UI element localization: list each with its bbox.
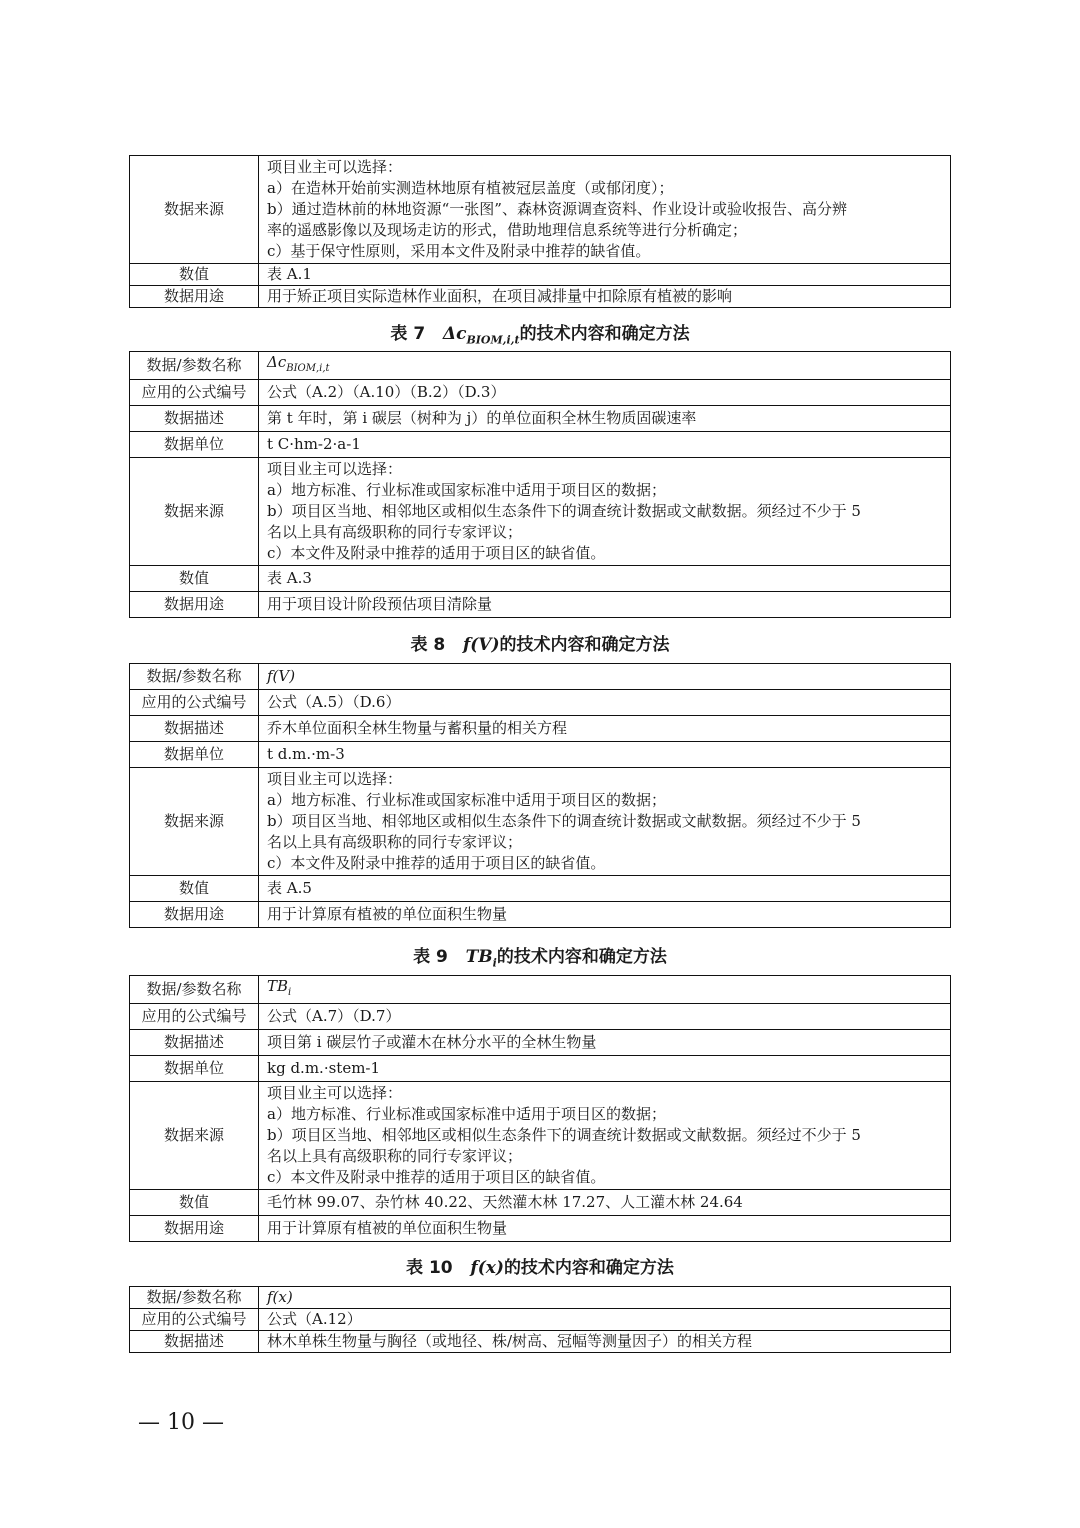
- table-10: [129, 1286, 951, 1353]
- row-value: 公式（A.7）（D.7）: [259, 1004, 951, 1030]
- caption-text: 的技术内容和确定方法: [519, 324, 690, 344]
- param-symbol: Δc: [267, 353, 287, 371]
- line: b）项目区当地、相邻地区或相似生态条件下的调查统计数据或文献数据。须经过不少于 5: [267, 1126, 861, 1144]
- param-symbol: TB: [267, 977, 289, 995]
- line: c）本文件及附录中推荐的适用于项目区的缺省值。: [267, 854, 606, 872]
- line: 项目业主可以选择：: [267, 770, 403, 788]
- line: b）项目区当地、相邻地区或相似生态条件下的调查统计数据或文献数据。须经过不少于 5: [267, 502, 861, 520]
- row-key: 数据单位: [130, 432, 259, 458]
- row-value: 用于计算原有植被的单位面积生物量: [259, 902, 951, 928]
- row-key: 数值: [130, 1190, 259, 1216]
- row-value: [259, 352, 951, 380]
- caption-text: 的技术内容和确定方法: [499, 635, 670, 655]
- row-value: [259, 664, 951, 690]
- table-8: [129, 663, 951, 928]
- row-key: 数据单位: [130, 742, 259, 768]
- row-value: 公式（A.12）: [259, 1309, 951, 1331]
- row-value: kg d.m.·stem-1: [259, 1056, 951, 1082]
- line: a）地方标准、行业标准或国家标准中适用于项目区的数据；: [267, 791, 666, 809]
- row-value: 用于项目设计阶段预估项目清除量: [259, 592, 951, 618]
- row-value: 用于矫正项目实际造林作业面积，在项目减排量中扣除原有植被的影响: [259, 286, 951, 308]
- line: b）项目区当地、相邻地区或相似生态条件下的调查统计数据或文献数据。须经过不少于 5: [267, 812, 861, 830]
- line: 名以上具有高级职称的同行专家评议；: [267, 1147, 523, 1165]
- param-subscript: i: [288, 987, 292, 998]
- row-value: 乔木单位面积全林生物量与蓄积量的相关方程: [259, 716, 951, 742]
- caption-number: 表 9: [413, 947, 448, 967]
- row-key: 数据来源: [130, 1082, 259, 1190]
- row-key: 应用的公式编号: [130, 690, 259, 716]
- caption-text: 的技术内容和确定方法: [496, 947, 667, 967]
- row-value: 公式（A.5）（D.6）: [259, 690, 951, 716]
- row-key: 数据描述: [130, 1331, 259, 1353]
- row-key: 应用的公式编号: [130, 1004, 259, 1030]
- line: c）本文件及附录中推荐的适用于项目区的缺省值。: [267, 544, 606, 562]
- row-value: [259, 768, 951, 876]
- row-value: 表 A.1: [259, 264, 951, 286]
- table-9-caption: [129, 942, 951, 969]
- page-number: — 10 —: [138, 1410, 224, 1435]
- row-value: t d.m.·m-3: [259, 742, 951, 768]
- row-key: 数据/参数名称: [130, 976, 259, 1004]
- row-key: 应用的公式编号: [130, 380, 259, 406]
- line: c）基于保守性原则，采用本文件及附录中推荐的缺省值。: [267, 242, 651, 260]
- table-7-caption: [129, 319, 951, 346]
- row-key: 数值: [130, 566, 259, 592]
- caption-number: 表 10: [406, 1258, 453, 1278]
- line: 项目业主可以选择：: [267, 158, 403, 176]
- caption-number: 表 7: [390, 324, 426, 344]
- caption-number: 表 8: [410, 635, 446, 655]
- table-8-caption: [129, 630, 951, 655]
- row-value: t C·hm-2·a-1: [259, 432, 951, 458]
- row-value: 项目第 i 碳层竹子或灌木在林分水平的全林生物量: [259, 1030, 951, 1056]
- param-symbol: f(x): [267, 1288, 293, 1306]
- row-key: 数据用途: [130, 1216, 259, 1242]
- caption-symbol: f(V): [462, 635, 500, 655]
- param-subscript: BIOM,i,t: [286, 363, 330, 374]
- row-key: 数据/参数名称: [130, 352, 259, 380]
- row-value: 第 t 年时，第 i 碳层（树种为 j）的单位面积全林生物质固碳速率: [259, 406, 951, 432]
- row-key: 数值: [130, 876, 259, 902]
- line: a）在造林开始前实测造林地原有植被冠层盖度（或郁闭度）；: [267, 179, 674, 197]
- table-6-continued: [129, 155, 951, 308]
- row-key: 数据/参数名称: [130, 664, 259, 690]
- line: 项目业主可以选择：: [267, 460, 403, 478]
- row-key: 数据用途: [130, 902, 259, 928]
- caption-symbol: TB: [465, 947, 493, 967]
- line: a）地方标准、行业标准或国家标准中适用于项目区的数据；: [267, 1105, 666, 1123]
- row-key: 数据来源: [130, 458, 259, 566]
- row-key: 应用的公式编号: [130, 1309, 259, 1331]
- row-value: [259, 458, 951, 566]
- row-key: 数据单位: [130, 1056, 259, 1082]
- table-10-caption: [129, 1253, 951, 1278]
- row-key: 数据描述: [130, 1030, 259, 1056]
- caption-text: 的技术内容和确定方法: [503, 1258, 674, 1278]
- row-value: 用于计算原有植被的单位面积生物量: [259, 1216, 951, 1242]
- line: c）本文件及附录中推荐的适用于项目区的缺省值。: [267, 1168, 606, 1186]
- row-key: 数据/参数名称: [130, 1287, 259, 1309]
- table-7: [129, 351, 951, 618]
- line: 名以上具有高级职称的同行专家评议；: [267, 523, 523, 541]
- row-value: 毛竹林 99.07、杂竹林 40.22、天然灌木林 17.27、人工灌木林 24.64: [259, 1190, 951, 1216]
- caption-subscript: BIOM,i,t: [466, 333, 520, 347]
- row-value: [259, 1082, 951, 1190]
- row-value: 表 A.3: [259, 566, 951, 592]
- row-key: 数据来源: [130, 768, 259, 876]
- table-9: [129, 975, 951, 1242]
- caption-symbol: Δc: [442, 324, 467, 344]
- line: 名以上具有高级职称的同行专家评议；: [267, 833, 523, 851]
- row-key: 数值: [130, 264, 259, 286]
- param-symbol: f(V): [267, 667, 296, 685]
- caption-subscript: i: [492, 956, 497, 970]
- row-value: 表 A.5: [259, 876, 951, 902]
- line: 率的遥感影像以及现场走访的形式，借助地理信息系统等进行分析确定；: [267, 221, 748, 239]
- row-key: 数据描述: [130, 406, 259, 432]
- row-key: 数据用途: [130, 286, 259, 308]
- line: 项目业主可以选择：: [267, 1084, 403, 1102]
- line: a）地方标准、行业标准或国家标准中适用于项目区的数据；: [267, 481, 666, 499]
- row-value: 林木单株生物量与胸径（或地径、株/树高、冠幅等测量因子）的相关方程: [259, 1331, 951, 1353]
- row-value: [259, 156, 951, 264]
- row-key: 数据用途: [130, 592, 259, 618]
- row-value: [259, 1287, 951, 1309]
- row-key: 数据来源: [130, 156, 259, 264]
- row-value: 公式（A.2）（A.10）（B.2）（D.3）: [259, 380, 951, 406]
- caption-symbol: f(x): [470, 1258, 504, 1278]
- row-value: [259, 976, 951, 1004]
- row-key: 数据描述: [130, 716, 259, 742]
- line: b）通过造林前的林地资源“一张图”、森林资源调查资料、作业设计或验收报告、高分辨: [267, 200, 847, 218]
